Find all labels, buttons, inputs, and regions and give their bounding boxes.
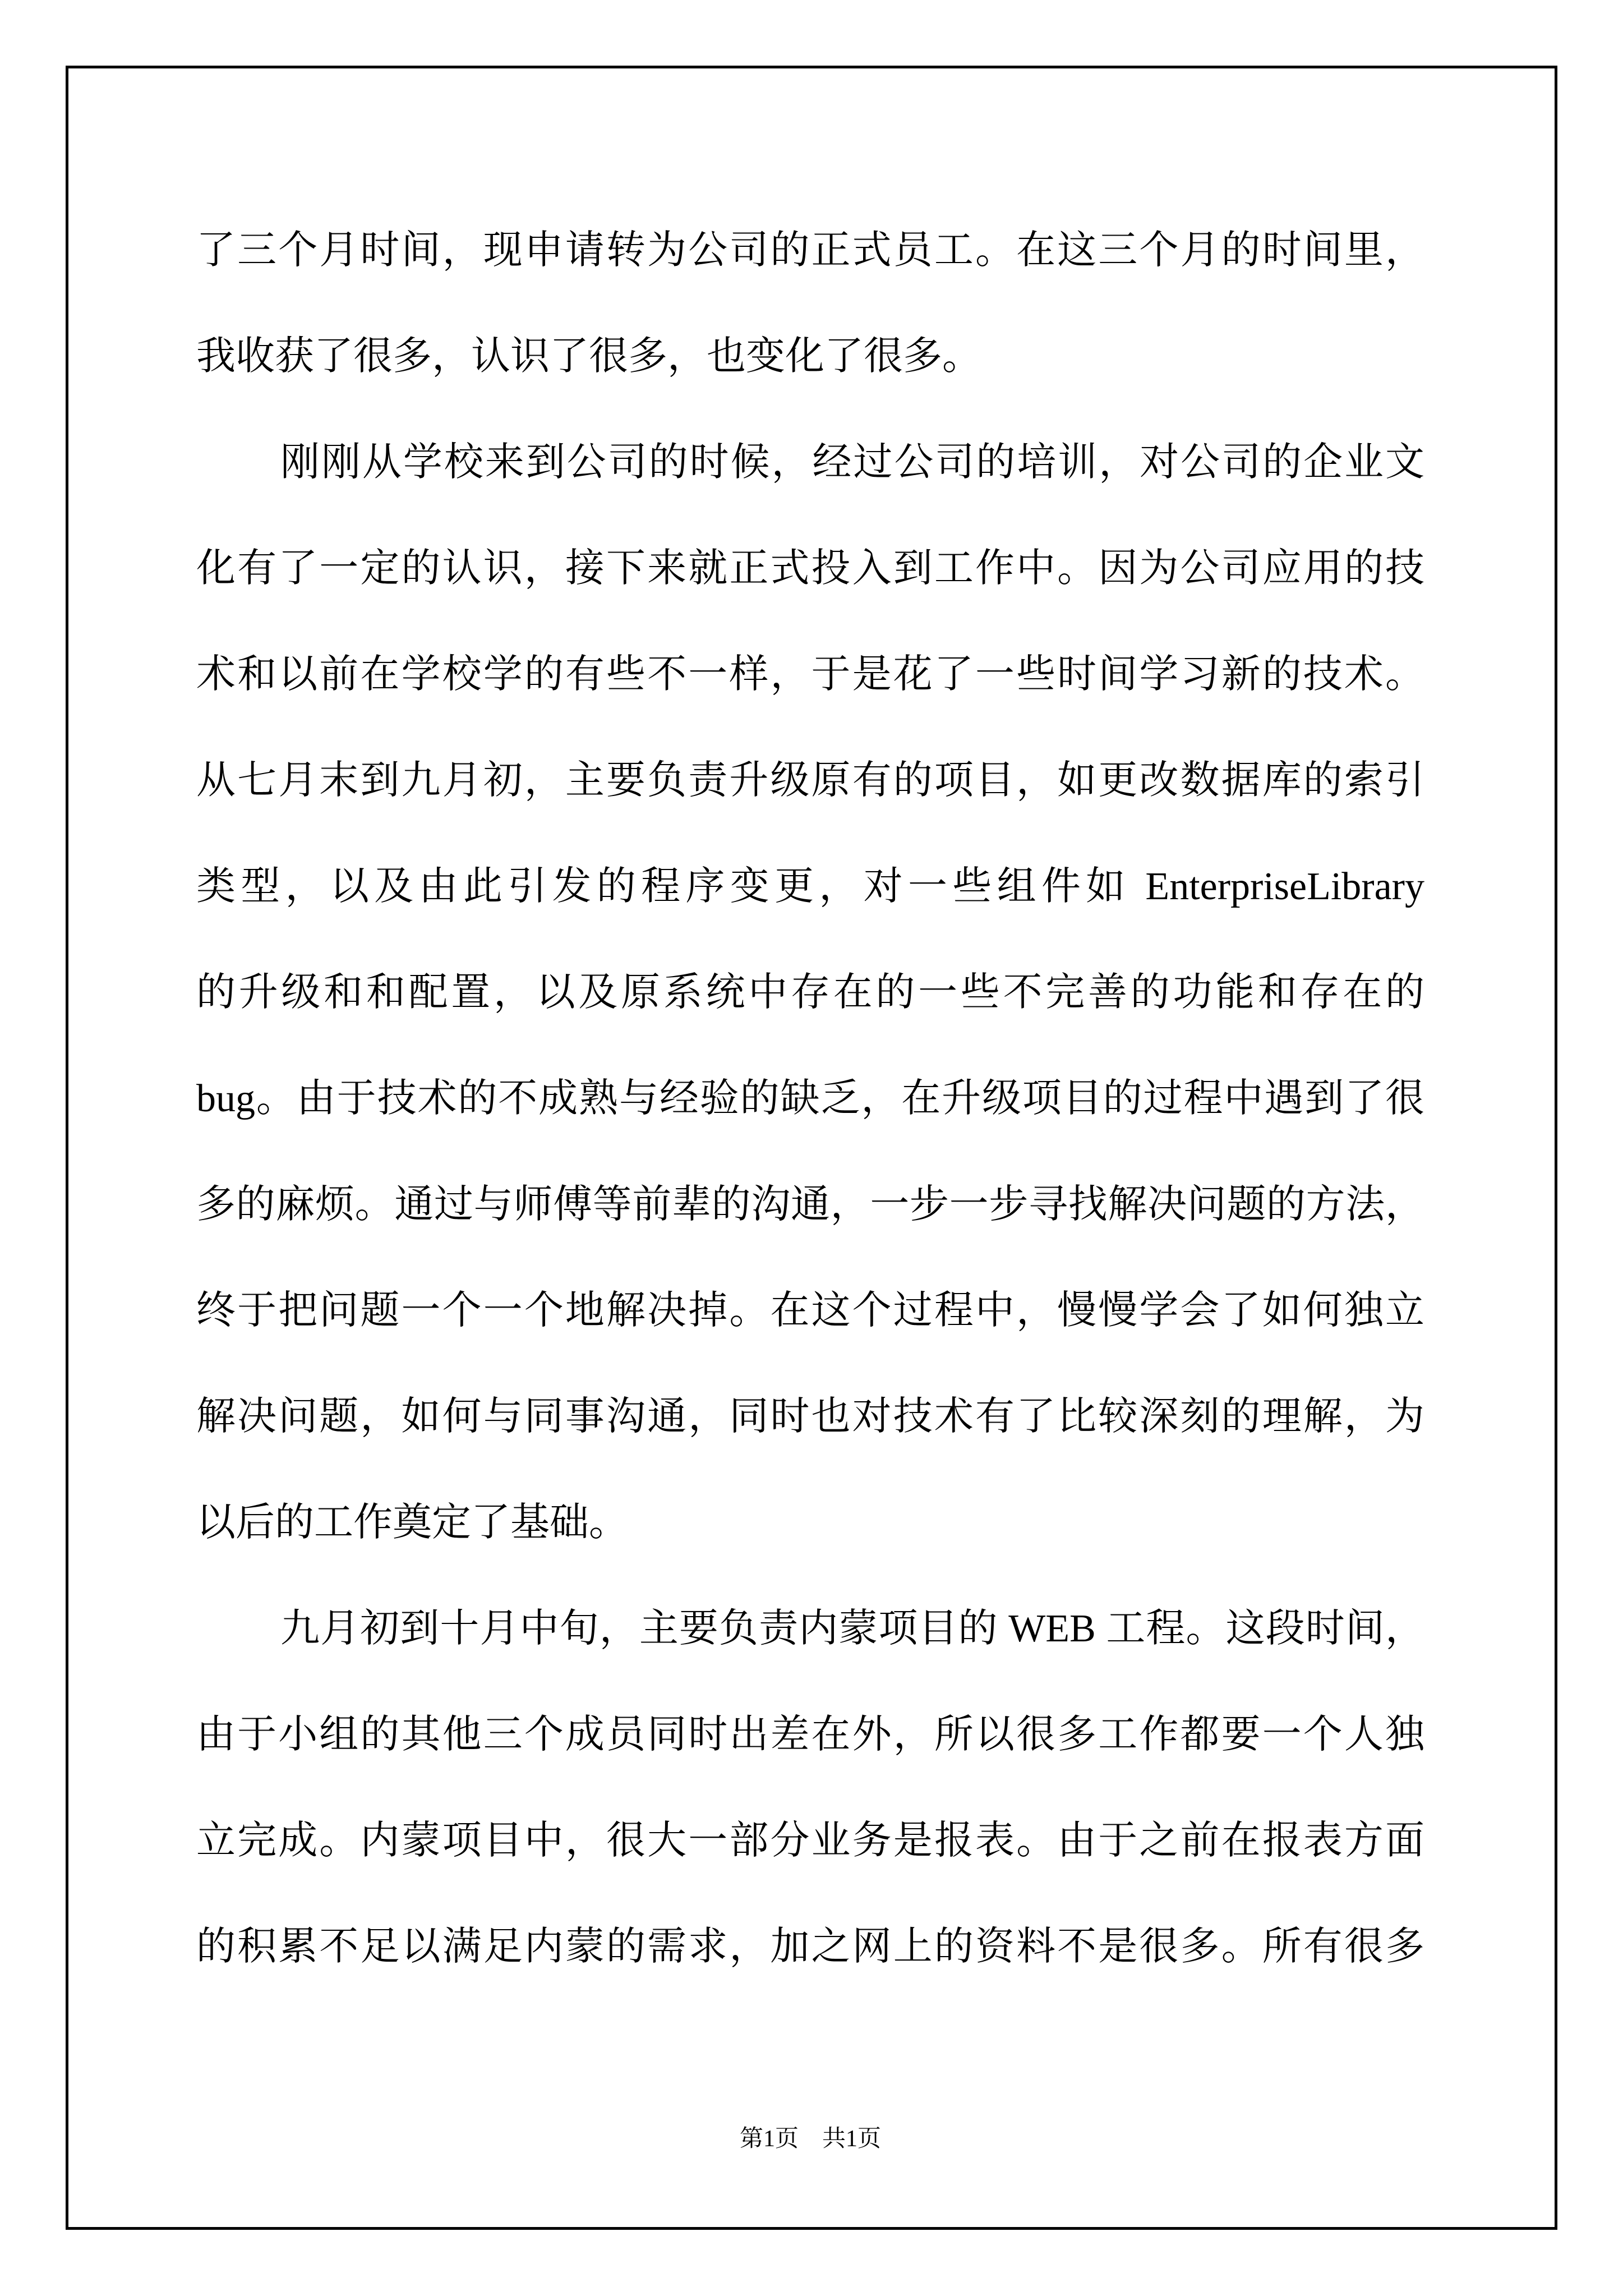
text-line: 由于小组的其他三个成员同时出差在外，所以很多工作都要一个人独 xyxy=(196,1713,1424,1756)
text-line: 终于把问题一个一个地解决掉。在这个过程中，慢慢学会了如何独立 xyxy=(196,1289,1424,1332)
document-body xyxy=(196,197,1424,2000)
text-line: 术和以前在学校学的有些不一样，于是花了一些时间学习新的技术。 xyxy=(196,653,1424,696)
page-footer: 第1页 共1页 xyxy=(739,2126,881,2152)
text-line: 化有了一定的认识，接下来就正式投入到工作中。因为公司应用的技 xyxy=(196,547,1424,590)
text-line: 多的麻烦。通过与师傅等前辈的沟通，一步一步寻找解决问题的方法， xyxy=(196,1183,1424,1226)
text-line: 的积累不足以满足内蒙的需求，加之网上的资料不是很多。所有很多 xyxy=(196,1925,1424,1968)
text-line: 了三个月时间，现申请转为公司的正式员工。在这三个月的时间里， xyxy=(196,229,1424,272)
text-line: 刚刚从学校来到公司的时候，经过公司的培训，对公司的企业文 xyxy=(280,441,1424,484)
text-line: 我收获了很多，认识了很多，也变化了很多。 xyxy=(196,335,981,378)
text-line: 立完成。内蒙项目中，很大一部分业务是报表。由于之前在报表方面 xyxy=(196,1819,1424,1862)
text-line: bug。由于技术的不成熟与经验的缺乏，在升级项目的过程中遇到了很 xyxy=(196,1077,1424,1120)
text-line: 以后的工作奠定了基础。 xyxy=(196,1501,628,1544)
text-line: 从七月末到九月初，主要负责升级原有的项目，如更改数据库的索引 xyxy=(196,759,1424,802)
text-line: 的升级和和配置，以及原系统中存在的一些不完善的功能和存在的 xyxy=(196,971,1424,1014)
text-line: 解决问题，如何与同事沟通，同时也对技术有了比较深刻的理解，为 xyxy=(196,1395,1424,1438)
text-line: 九月初到十月中旬，主要负责内蒙项目的 WEB 工程。这段时间， xyxy=(280,1607,1424,1650)
text-line: 类型，以及由此引发的程序变更，对一些组件如 EnterpriseLibrary xyxy=(196,865,1424,908)
